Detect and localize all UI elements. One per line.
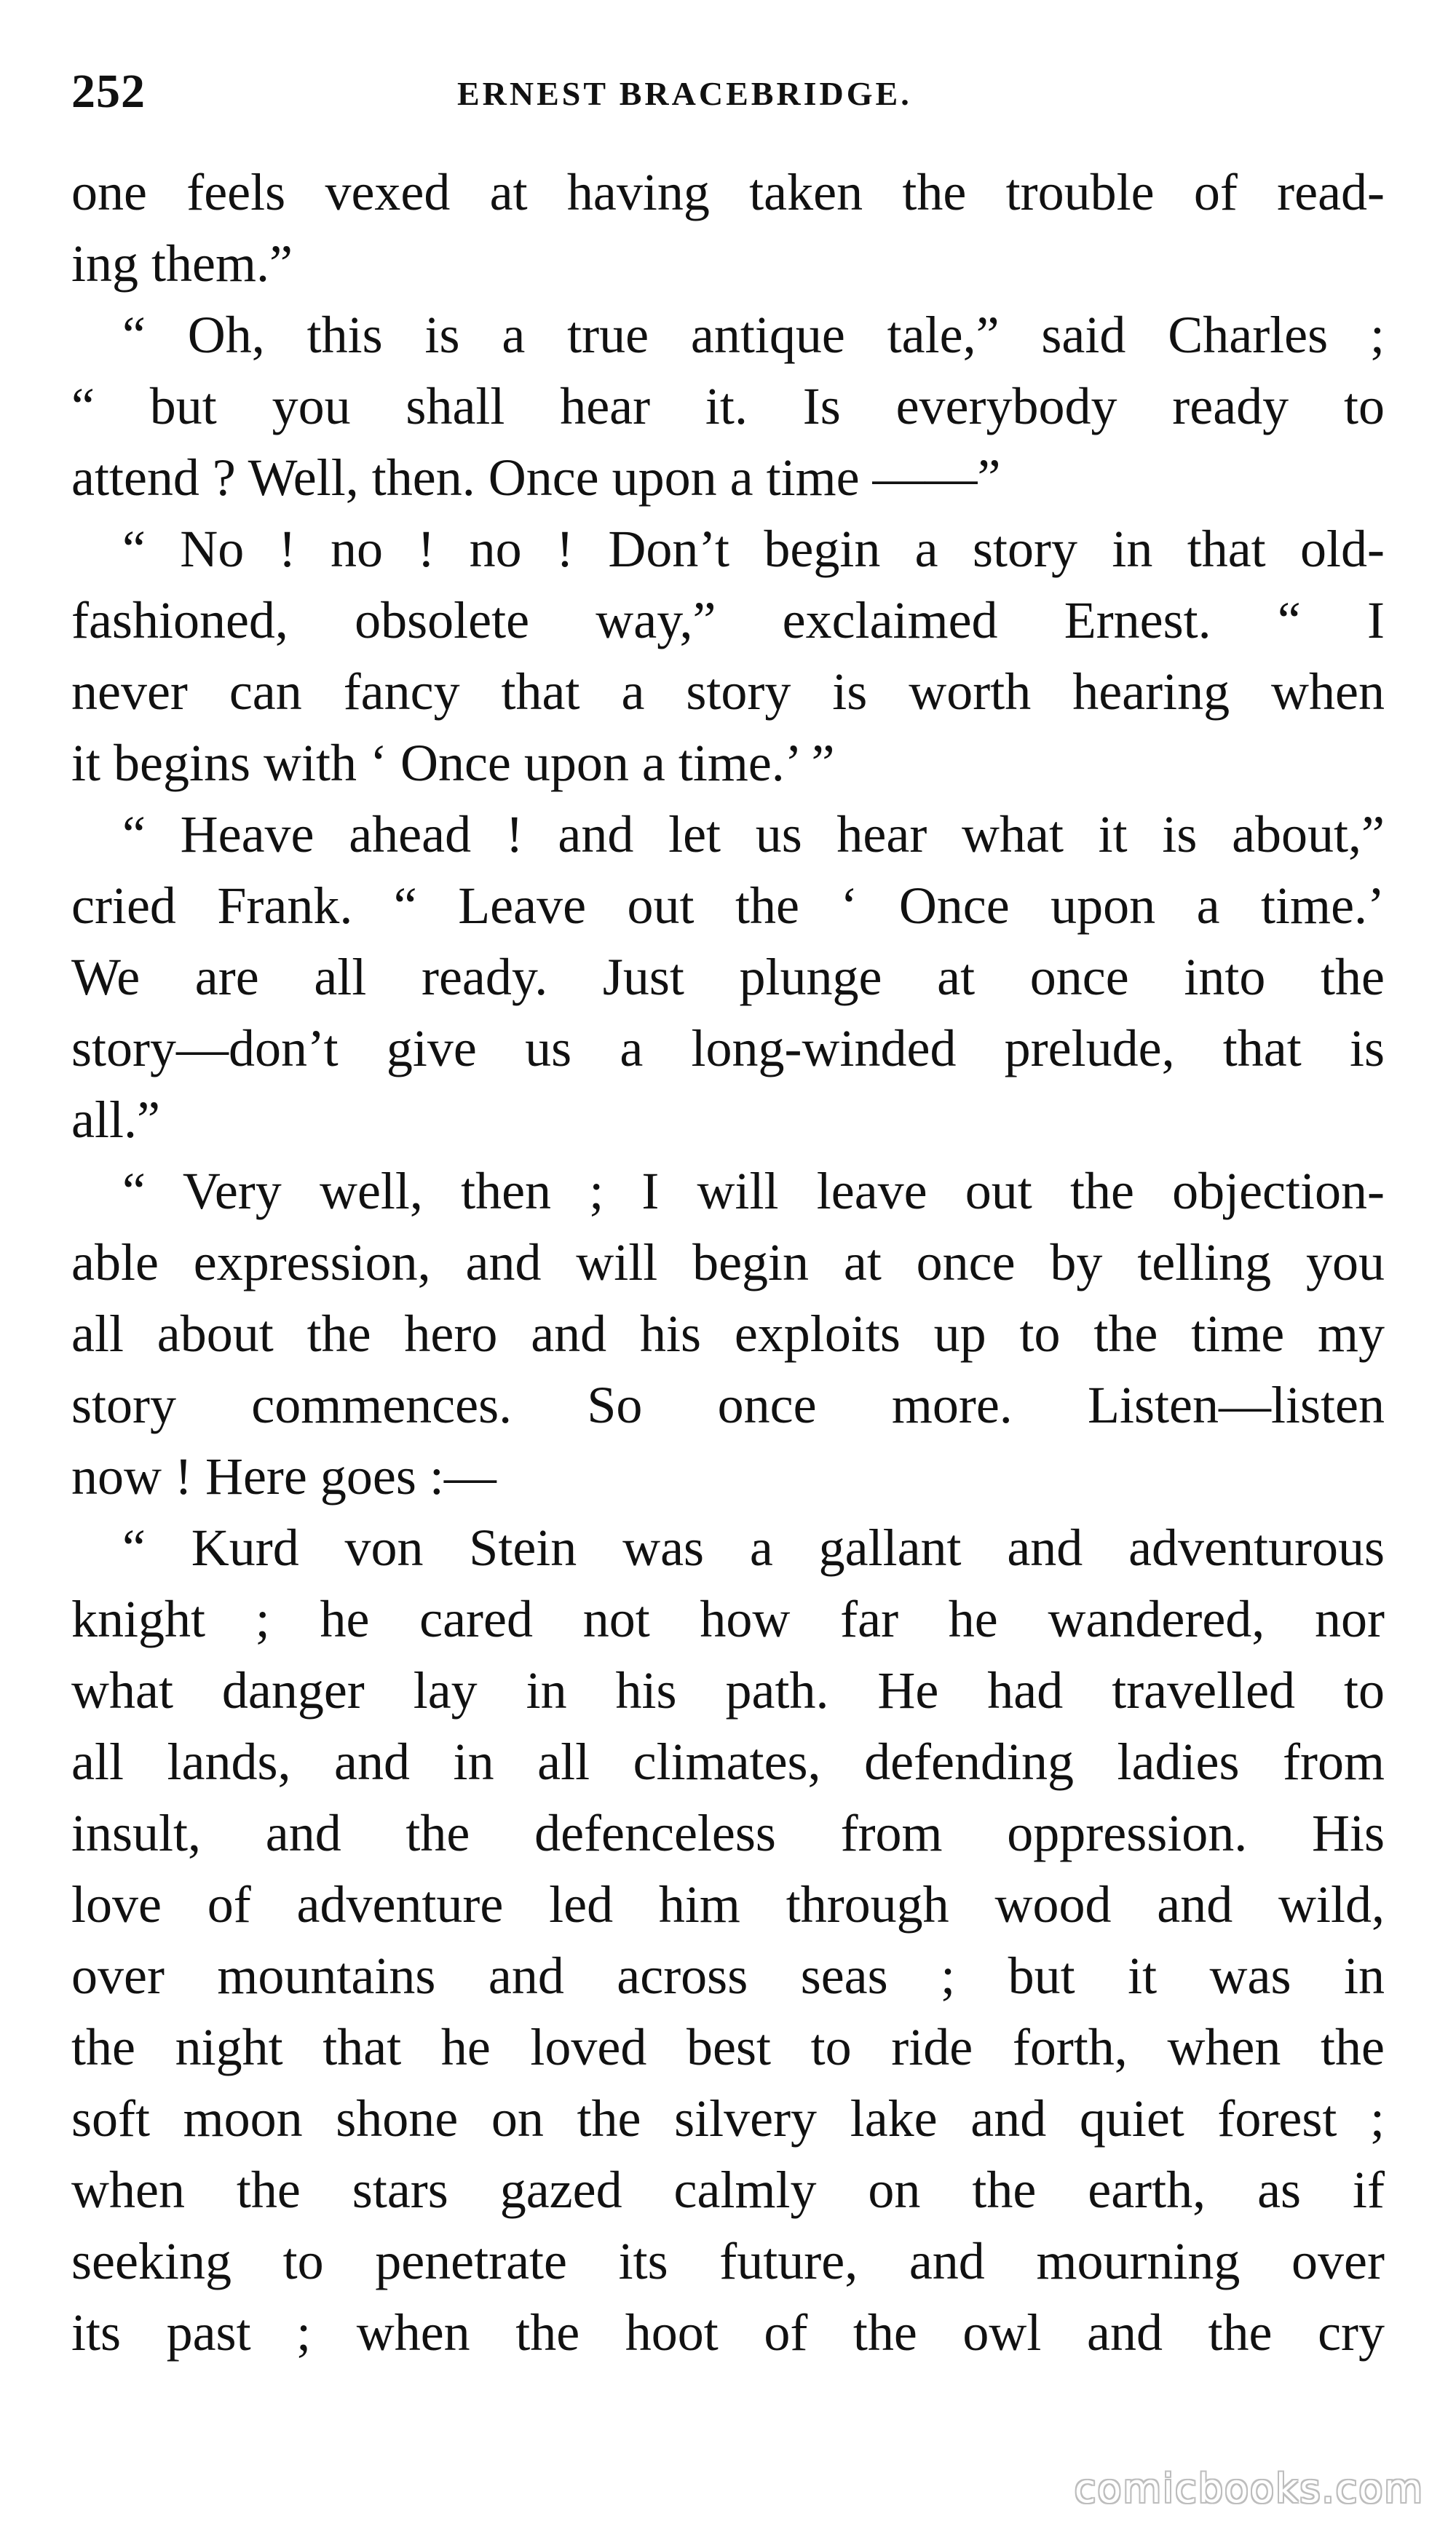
text-line: attend ? Well, then. Once upon a time ——” [71, 448, 1001, 507]
text-line: its past ; when the hoot of the owl and the cry [71, 2303, 1385, 2362]
text-line: love of adventure led him through wood and wild, [71, 1875, 1385, 1934]
text-line: “ Kurd von Stein was a gallant and adventurous [122, 1519, 1385, 1577]
body-text [71, 157, 1385, 2368]
text-line: “ but you shall hear it. Is everybody ready to [71, 377, 1385, 435]
text-line: what danger lay in his path. He had travelled to [71, 1661, 1385, 1720]
text-line: all.” [71, 1091, 160, 1149]
text-line: all about the hero and his exploits up to the time my [71, 1305, 1385, 1363]
text-line: seeking to penetrate its future, and mourning over [71, 2232, 1385, 2290]
text-line: “ No ! no ! no ! Don’t begin a story in that old- [122, 520, 1385, 578]
text-line: never can fancy that a story is worth hearing when [71, 662, 1385, 721]
running-head: ERNEST BRACEBRIDGE. [457, 75, 912, 112]
text-line: fashioned, obsolete way,” exclaimed Ernest. “ I [71, 591, 1385, 649]
text-line: all lands, and in all climates, defending ladies from [71, 1733, 1385, 1791]
text-line: story—don’t give us a long-winded prelude, that is [71, 1019, 1385, 1077]
text-line: ing them.” [71, 234, 293, 293]
text-line: We are all ready. Just plunge at once into the [71, 948, 1385, 1006]
text-line: now ! Here goes :— [71, 1447, 496, 1506]
page-header [71, 57, 1389, 137]
text-line: when the stars gazed calmly on the earth, as if [71, 2161, 1385, 2219]
page-number: 252 [71, 65, 146, 118]
text-line: story commences. So once more. Listen—listen [71, 1376, 1385, 1434]
text-line: it begins with ‘ Once upon a time.’ ” [71, 734, 835, 792]
text-line: cried Frank. “ Leave out the ‘ Once upon a time.’ [71, 877, 1385, 935]
text-line: “ Very well, then ; I will leave out the objection- [122, 1162, 1385, 1220]
text-line: over mountains and across seas ; but it was in [71, 1947, 1385, 2005]
text-line: one feels vexed at having taken the trouble of read- [71, 163, 1385, 221]
text-line: able expression, and will begin at once by telling you [71, 1233, 1385, 1291]
text-line: soft moon shone on the silvery lake and quiet forest ; [71, 2089, 1385, 2148]
text-line: knight ; he cared not how far he wandered, nor [71, 1590, 1385, 1648]
text-line: the night that he loved best to ride forth, when the [71, 2018, 1385, 2076]
watermark: comicbooks.com [1074, 2466, 1424, 2512]
text-line: insult, and the defenceless from oppression. His [71, 1804, 1385, 1862]
text-line: “ Oh, this is a true antique tale,” said Charles ; [122, 306, 1385, 364]
text-line: “ Heave ahead ! and let us hear what it is about,” [122, 805, 1385, 863]
